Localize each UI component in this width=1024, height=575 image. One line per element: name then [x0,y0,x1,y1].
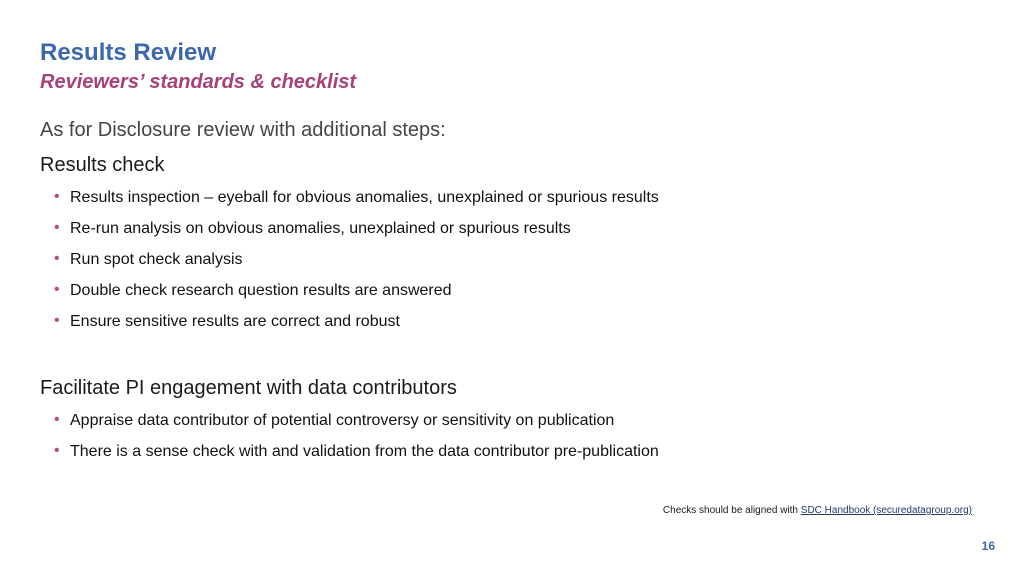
list-item-text: Results inspection – eyeball for obvious anomalies, unexplained or spurious results [70,189,659,206]
list-item [54,410,659,441]
bullet-icon: • [54,250,60,267]
bullet-icon: • [54,411,60,428]
slide-title: Results Review [40,39,217,66]
page-number: 16 [981,539,995,553]
bullet-icon: • [54,312,60,329]
list-item-text: There is a sense check with and validation from the data contributor pre-publication [70,443,659,460]
bullet-icon: • [54,281,60,298]
bullet-icon: • [54,219,60,236]
results-check-list [54,187,659,342]
bullet-icon: • [54,442,60,459]
sdc-handbook-link[interactable]: SDC Handbook (securedatagroup.org) [800,505,972,516]
section-heading-results-check: Results check [40,154,165,176]
list-item-text: Ensure sensitive results are correct and robust [70,313,400,330]
pi-engagement-list [54,410,659,472]
list-item-text: Appraise data contributor of potential controversy or sensitivity on publication [70,412,615,429]
footnote-text: Checks should be aligned with [662,505,801,516]
footnote [663,504,972,518]
bullet-icon: • [54,188,60,205]
list-item [54,249,659,280]
list-item [54,218,659,249]
slide-subtitle: Reviewers’ standards & checklist [40,71,357,93]
list-item [54,311,659,342]
list-item-text: Re-run analysis on obvious anomalies, unexplained or spurious results [70,220,571,237]
list-item [54,187,659,218]
intro-text: As for Disclosure review with additional steps: [40,119,446,141]
list-item [54,280,659,311]
list-item-text: Run spot check analysis [70,251,243,268]
list-item-text: Double check research question results are answered [70,282,452,299]
section-heading-pi-engagement: Facilitate PI engagement with data contributors [40,377,457,399]
list-item [54,441,659,472]
